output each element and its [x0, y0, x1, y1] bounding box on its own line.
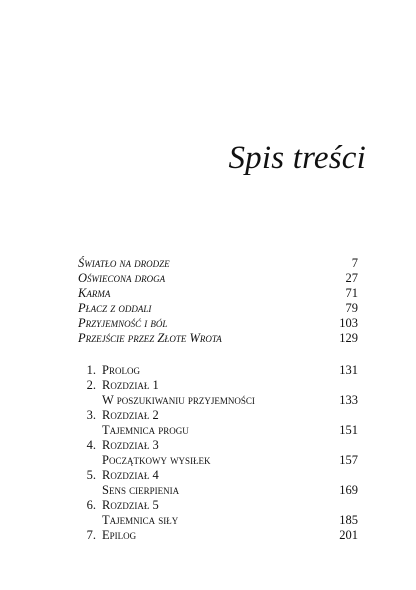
toc-entry-page: 169: [339, 483, 358, 497]
toc-entry-page: 151: [339, 423, 358, 437]
toc-entry-page: 185: [339, 513, 358, 527]
toc-entry-page: 133: [339, 393, 358, 407]
toc-entry-index: 1.: [86, 363, 96, 377]
toc-entry-index: 7.: [86, 528, 96, 542]
toc-entry-index: 4.: [86, 438, 96, 452]
toc-entry-label: Rozdział 3: [102, 438, 159, 452]
toc-entry-label: Sens cierpienia: [102, 483, 180, 497]
toc-entry-index: 2.: [86, 378, 96, 392]
toc-entry-label: Rozdział 2: [102, 408, 159, 422]
toc-entry-label: Karma: [78, 286, 111, 300]
toc-entry-label: Epilog: [102, 528, 137, 542]
toc-entry-label: Tajemnica siły: [102, 513, 179, 527]
toc-entry-label: W poszukiwaniu przyjemności: [102, 393, 255, 407]
toc-entry-page: 103: [339, 316, 358, 330]
toc-entry-label: Rozdział 5: [102, 498, 159, 512]
toc-entry-page: 131: [339, 363, 358, 377]
toc-entry-page: 27: [345, 271, 358, 285]
toc-entry-label: Rozdział 4: [102, 468, 159, 482]
toc-entry-label: Światło na drodze: [78, 256, 170, 270]
page-title: Spis treści: [228, 140, 366, 176]
toc-entry-index: 6.: [86, 498, 96, 512]
toc-entry-label: Oświecona droga: [78, 271, 166, 285]
toc-entry-page: 157: [339, 453, 358, 467]
toc-entry-label: Tajemnica progu: [102, 423, 189, 437]
toc-entry-label: Przyjemność i ból: [78, 316, 168, 330]
toc-entry-index: 3.: [86, 408, 96, 422]
toc-entry-page: 7: [351, 256, 358, 270]
toc-entry-page: 129: [339, 331, 358, 345]
toc-entry-page: 201: [339, 528, 358, 542]
toc-entry-index: 5.: [86, 468, 96, 482]
toc-entry-label: Rozdział 1: [102, 378, 159, 392]
toc-entry-label: Początkowy wysiłek: [102, 453, 211, 467]
toc-entry-label: Płacz z oddali: [78, 301, 152, 315]
toc-entry-page: 71: [345, 286, 358, 300]
toc-entry-label: Prolog: [102, 363, 140, 377]
toc-entry-label: Przejście przez Złote Wrota: [78, 331, 222, 345]
toc-entry-page: 79: [345, 301, 358, 315]
